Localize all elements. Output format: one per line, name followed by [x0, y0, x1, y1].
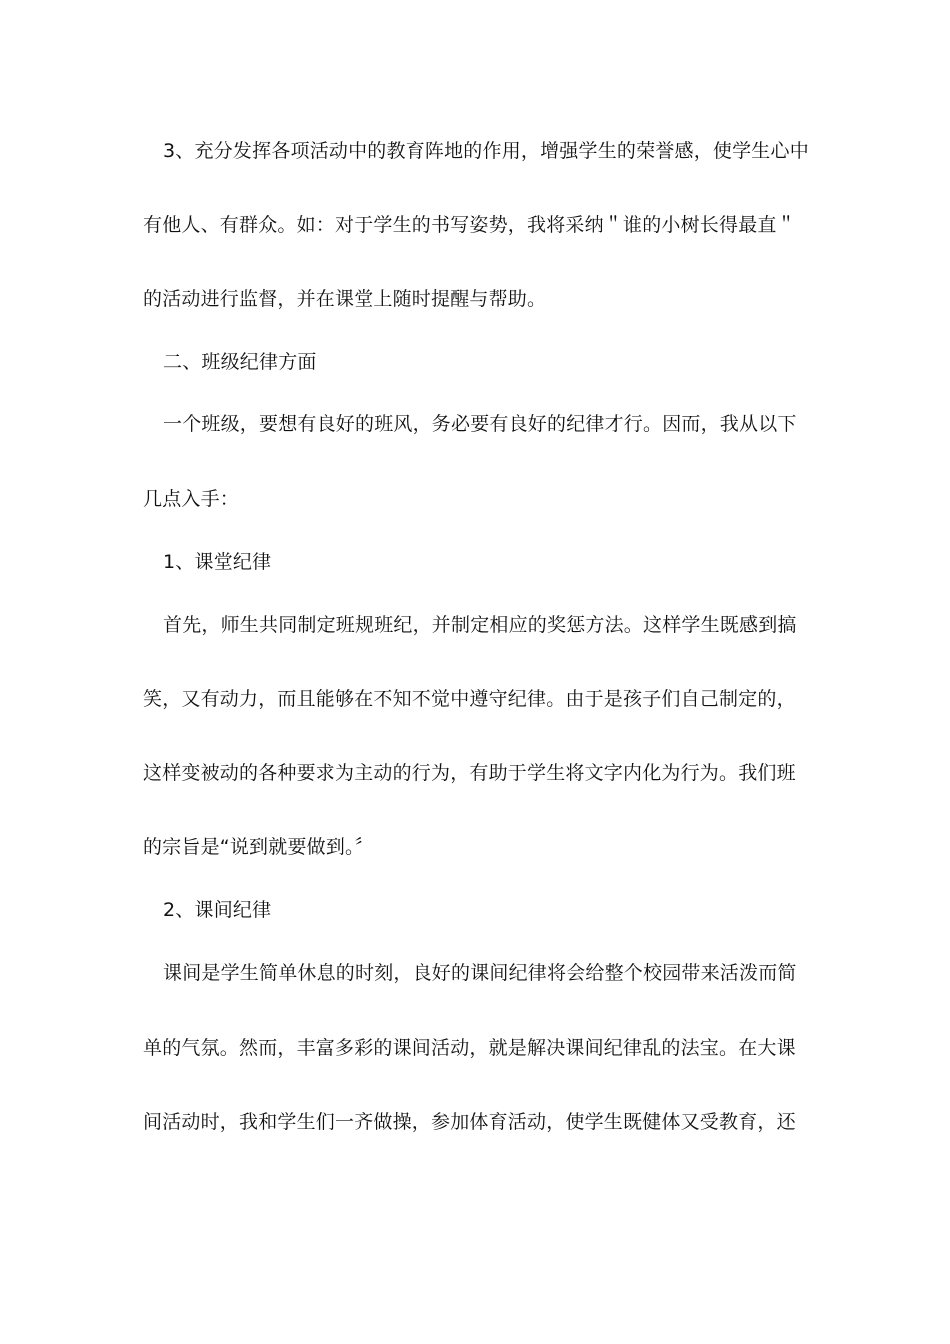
paragraph-line: 3、充分发挥各项活动中的教育阵地的作用，增强学生的荣誉感，使学生心中	[163, 140, 809, 162]
subsection-heading: 1、课堂纪律	[163, 551, 272, 573]
subsection-heading: 2、课间纪律	[163, 899, 272, 921]
paragraph-line: 的活动进行监督，并在课堂上随时提醒与帮助。	[143, 288, 547, 310]
paragraph-line: 单的气氛。然而，丰富多彩的课间活动，就是解决课间纪律乱的法宝。在大课	[143, 1037, 796, 1059]
paragraph-line: 有他人、有群众。如：对于学生的书写姿势，我将采纳＂谁的小树长得最直＂	[143, 214, 796, 236]
paragraph-line: 这样变被动的各种要求为主动的行为，有助于学生将文字内化为行为。我们班	[143, 762, 796, 784]
paragraph-line: 首先，师生共同制定班规班纪，并制定相应的奖惩方法。这样学生既感到搞	[163, 614, 797, 636]
paragraph-line: 笑，又有动力，而且能够在不知不觉中遵守纪律。由于是孩子们自己制定的，	[143, 688, 796, 710]
paragraph-line: 几点入手：	[143, 488, 240, 510]
paragraph-line: 的宗旨是“说到就要做到。〞	[143, 836, 374, 858]
paragraph-line: 课间是学生简单休息的时刻，良好的课间纪律将会给整个校园带来活泼而简	[163, 962, 797, 984]
paragraph-line: 一个班级，要想有良好的班风，务必要有良好的纪律才行。因而，我从以下	[163, 413, 797, 435]
paragraph-line: 间活动时，我和学生们一齐做操，参加体育活动，使学生既健体又受教育，还	[143, 1111, 796, 1133]
section-heading: 二、班级纪律方面	[163, 351, 317, 373]
